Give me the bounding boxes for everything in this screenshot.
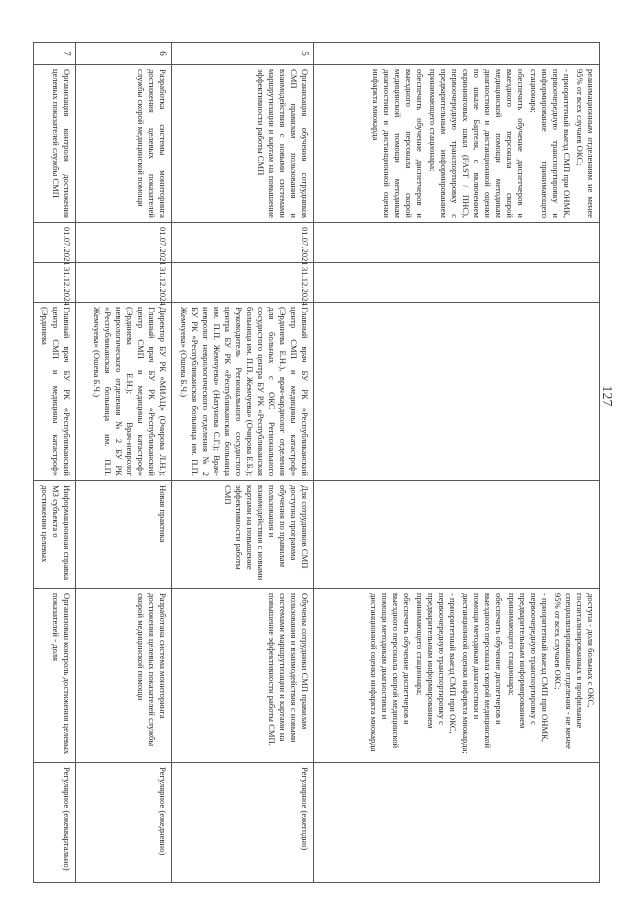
task-paragraph: Организация контроля достижения целевых показателей службы СМП xyxy=(51,69,72,218)
task-cell xyxy=(76,65,172,223)
task-paragraph: Разработка системы мониторинга достижения целевых показателей службы скорой медицинской помощи xyxy=(136,69,168,218)
row-number: 5 xyxy=(172,43,314,65)
result-cell xyxy=(314,589,600,763)
task-cell xyxy=(34,65,76,223)
end-date: 31.12.2024 xyxy=(172,263,314,303)
start-date: 01.07.2021 xyxy=(34,223,76,263)
task-paragraph: обеспечить обучение диспетчеров и выездного персонала скорой медицинской помощи методикам диагностики и дистанционной оценки инфаркта миокарда xyxy=(371,69,425,218)
result-paragraph: - приоритетный выезд СМП при ОНМК, первоочередную транспортировку с предварительным информированием принимающего стационара; xyxy=(507,593,550,742)
rotated-table-container xyxy=(40,42,600,882)
end-date: 31.12.2024 xyxy=(76,263,172,303)
result-cell xyxy=(34,589,76,763)
responsible-paragraph: Директор БУ РК «МИАЦ» (Очирова Л.Н.); Главный врач БУ РК «Республиканский центр СМП и медицины катастроф» (Эрдниева Е.Н.); Врач-невролог неврологического отделения № 2 БУ РК «Республиканская больница им. П.П. Жемчуева» (Ошева Б.Ч.) xyxy=(92,307,168,476)
result-paragraph: Организован контроль достижения целевых показателей - доля xyxy=(51,593,72,755)
task-cell xyxy=(172,65,314,223)
end-date xyxy=(314,263,600,303)
task-paragraph: - приоритетный выезд СМП при ОНМК, первоочередную транспортировку и информирование принимающего стационара; xyxy=(529,69,572,218)
task-paragraph: обеспечить обучение диспетчеров и выездного персонала скорой медицинской помощи методикам диагностики и дистанционной оценки по шкале Бартеля, с включением скрининговых шкал (FAST / ПНС), первоочередную транспортировку с предварительным информированием принимающего стационара; xyxy=(428,69,526,218)
end-date: 31.12.2024 xyxy=(34,263,76,303)
responsible-cell xyxy=(172,303,314,481)
result-paragraph: - приоритетный выезд СМП при ОКС, первоочередную транспортировку с предварительным информированием принимающего стационара; xyxy=(415,593,458,734)
table-row xyxy=(34,43,76,883)
task-paragraph: реанимационным отделениям не менее 95% от всех случаев ОКС; xyxy=(575,69,596,218)
result-cell xyxy=(172,589,314,763)
result-paragraph: обеспечить обучение диспетчеров и выездного персонала скорой медицинской помощи методикам диагностики и дистанционной оценки инфаркта миокарда xyxy=(369,593,412,752)
page-number: 127 xyxy=(599,385,614,407)
responsible-paragraph: Главный врач БУ РК «Республиканский центр СМП и медицины катастроф» (Эрдниева xyxy=(40,307,72,476)
row-number xyxy=(314,43,600,65)
result-cell xyxy=(76,589,172,763)
action-plan-table xyxy=(33,42,600,883)
table-row xyxy=(172,43,314,883)
result-paragraph: Разработана система мониторинга достижения целевых показателей службы скорой медицинской помощи xyxy=(136,593,168,747)
result-paragraph: обеспечить обучение диспетчеров и выездного персонала скорой медицинской помощи методикам диагностики и дистанционной оценки инфаркта миокарда; xyxy=(461,593,504,754)
characteristic-cell: Для сотрудников СМП доступна программа обучения по правилам пользования и взаимодействия с новыми картами на повышение эффективности работы СМП xyxy=(172,481,314,589)
start-date xyxy=(314,223,600,263)
characteristic-cell: Информационная справка МЗ субъекта о достижении целевых xyxy=(34,481,76,589)
row-number: 7 xyxy=(34,43,76,65)
characteristic-cell xyxy=(314,481,600,589)
result-paragraph: Обучены сотрудники СМП правилам пользования и взаимодействия с новыми системами маршрутизации и картами на повышение эффективности работы СМП. xyxy=(267,593,310,746)
start-date: 01.07.2021 xyxy=(172,223,314,263)
task-paragraph: Организация обучения сотрудников СМП правилам пользования и взаимодействия с новыми системами маршрутизации и картам на повышение эффективности работы СМП xyxy=(256,69,310,218)
responsible-paragraph: Главный врач БУ РК «Республиканский центр СМП и медицины катастроф» (Эрдниева Е.Н.), врач-кардиолог отделения для больных с ОКС Регионального сосудистого центра БУ РК «Республиканская больница им. П.П. Жемчуева» (Очирова Е.Б.); Руководитель Регионального сосудистого центра БУ РК «Республиканская больница им. П.П. Жемчуева» (Натунова С.Г.); Врач-невролог неврологического отделения № 2 БУ РК «Республиканская больница им. П.П. Жемчуева» (Ошева Б.Ч.) xyxy=(179,307,310,476)
responsible-cell xyxy=(76,303,172,481)
result-paragraph: доступа - доля больных с ОКС, госпитализированных в профильные специализированные отделения - не менее 95% от всех случаев ОКС; xyxy=(553,593,596,749)
table-row xyxy=(314,43,600,883)
frequency-cell: Регулярное (ежеквартально) xyxy=(34,763,76,883)
frequency-cell xyxy=(314,763,600,883)
task-cell xyxy=(314,65,600,223)
table-row xyxy=(76,43,172,883)
characteristic-cell: Новая практика xyxy=(76,481,172,589)
start-date: 01.07.2021 xyxy=(76,223,172,263)
row-number: 6 xyxy=(76,43,172,65)
responsible-cell xyxy=(34,303,76,481)
frequency-cell: Регулярное (ежедневно) xyxy=(76,763,172,883)
responsible-cell xyxy=(314,303,600,481)
frequency-cell: Регулярное (ежегодно) xyxy=(172,763,314,883)
